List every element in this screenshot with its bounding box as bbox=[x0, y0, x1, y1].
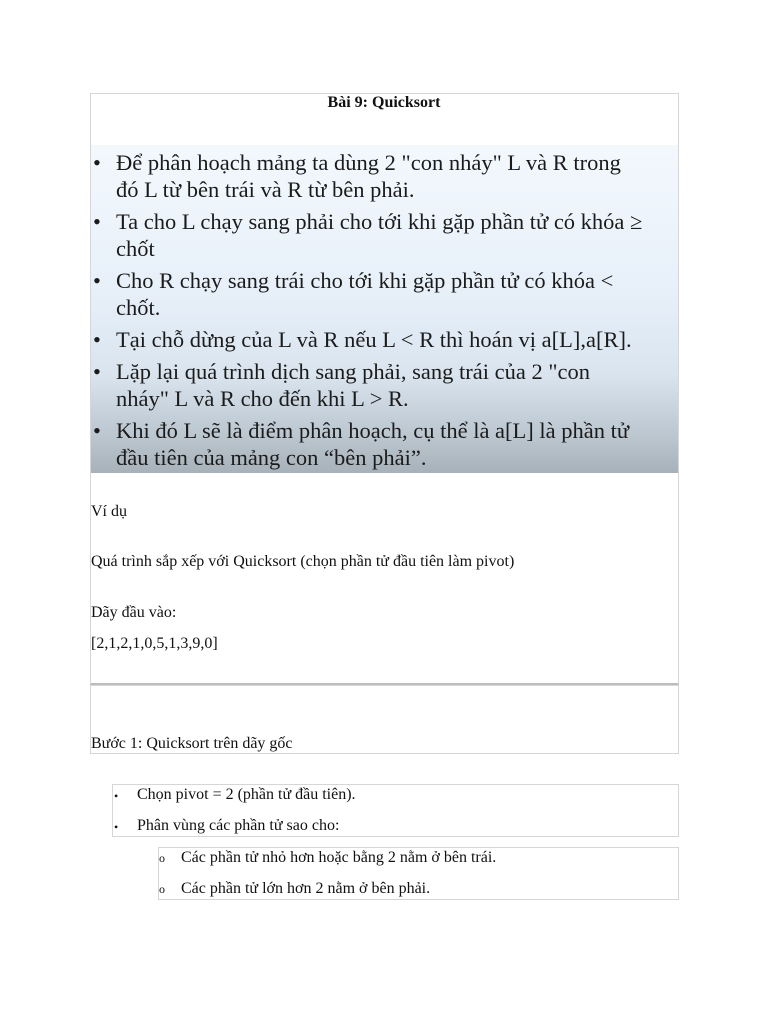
bullet-icon: • bbox=[93, 150, 101, 175]
slide-line: nháy" L và R cho đến khi L > R. bbox=[116, 386, 409, 411]
slide-bullet-item bbox=[91, 358, 678, 412]
step1-title: Bước 1: Quicksort trên dãy gốc bbox=[91, 735, 293, 752]
slide-line: đó L từ bên trái và R từ bên phải. bbox=[116, 177, 415, 202]
slide-bullet-item bbox=[91, 326, 678, 353]
slide-line: đầu tiên của mảng con “bên phải”. bbox=[116, 445, 427, 470]
sub-list-item-text: Các phần tử nhỏ hơn hoặc bằng 2 nằm ở bên trái. bbox=[181, 849, 497, 866]
slide-line: Ta cho L chạy sang phải cho tới khi gặp phần tử có khóa ≥ bbox=[116, 209, 643, 234]
slide-line: Tại chỗ dừng của L và R nếu L < R thì hoán vị a[L],a[R]. bbox=[116, 327, 632, 352]
circle-bullet-icon: o bbox=[159, 882, 165, 896]
slide-line: chốt. bbox=[116, 295, 161, 320]
bullet-icon: • bbox=[93, 418, 101, 443]
bullet-icon: • bbox=[114, 789, 119, 803]
list-item-text: Chọn pivot = 2 (phần tử đầu tiên). bbox=[137, 786, 356, 803]
slide-bullet-item bbox=[91, 417, 678, 471]
input-label: Dãy đầu vào: bbox=[91, 604, 177, 621]
input-array: [2,1,2,1,0,5,1,3,9,0] bbox=[91, 635, 218, 652]
slide-line: chốt bbox=[116, 236, 155, 261]
bullet-icon: • bbox=[93, 209, 101, 234]
list-item-text: Phân vùng các phần tử sao cho: bbox=[137, 817, 340, 834]
circle-bullet-icon: o bbox=[159, 851, 165, 865]
bullet-icon: • bbox=[93, 327, 101, 352]
bullet-icon: • bbox=[93, 359, 101, 384]
page-title: Bài 9: Quicksort bbox=[327, 94, 441, 111]
slide-bullet-item bbox=[91, 267, 678, 321]
slide-bullet-item bbox=[91, 208, 678, 262]
process-text: Quá trình sắp xếp với Quicksort (chọn phần tử đầu tiên làm pivot) bbox=[91, 553, 515, 570]
bullet-icon: • bbox=[114, 820, 119, 834]
sub-list-item-text: Các phần tử lớn hơn 2 nằm ở bên phải. bbox=[181, 880, 431, 897]
slide-line: Khi đó L sẽ là điểm phân hoạch, cụ thể là a[L] là phần tử bbox=[116, 418, 630, 443]
slide-bullet-item bbox=[91, 149, 678, 203]
slide-line: Lặp lại quá trình dịch sang phải, sang trái của 2 "con bbox=[116, 359, 591, 384]
slide-line: Cho R chạy sang trái cho tới khi gặp phần tử có khóa < bbox=[116, 268, 614, 293]
slide-bullet-list bbox=[91, 145, 678, 471]
slide-image bbox=[91, 145, 678, 473]
bullet-icon: • bbox=[93, 268, 101, 293]
slide-line: Để phân hoạch mảng ta dùng 2 "con nháy" L và R trong bbox=[116, 150, 621, 175]
example-label: Ví dụ bbox=[91, 503, 127, 520]
